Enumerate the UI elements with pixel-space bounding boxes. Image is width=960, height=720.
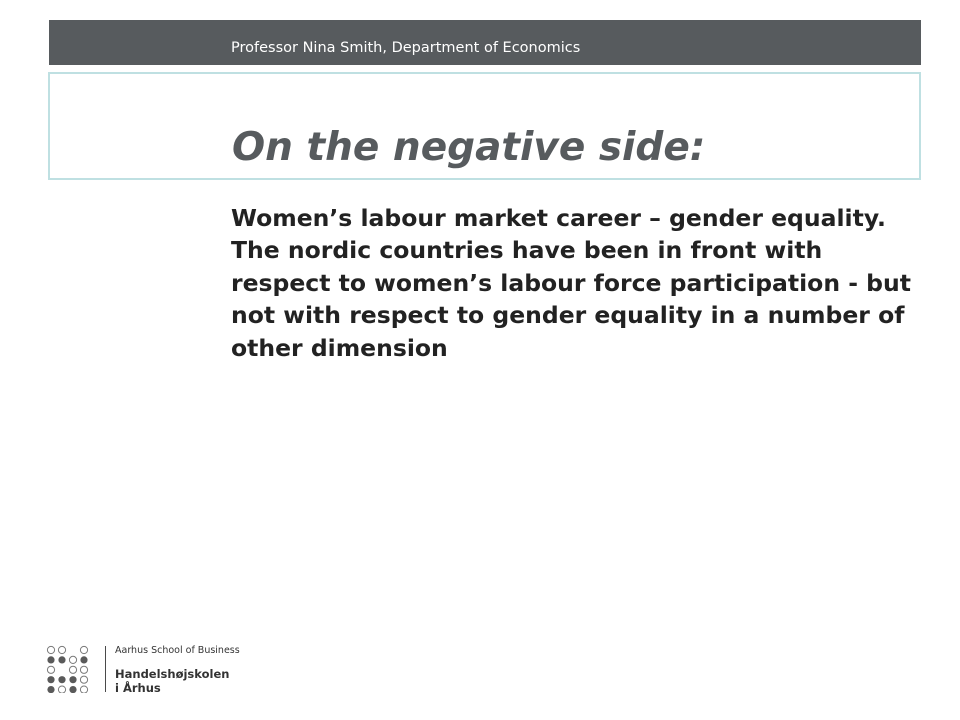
institution-name-da-line1: Handelshøjskolen bbox=[115, 667, 230, 681]
dot-grid-logo-icon bbox=[46, 645, 98, 693]
slide-title: On the negative side: bbox=[232, 125, 706, 170]
institution-name-da-line2: i Århus bbox=[115, 681, 161, 695]
author-line: Professor Nina Smith, Department of Economics bbox=[231, 40, 581, 56]
slide-body-text: Women’s labour market career – gender equality. The nordic countries have been in front with respect to women’s labour force participation - but not with respect to gender equality in a number of other dimension bbox=[231, 204, 911, 362]
logo-divider bbox=[105, 646, 106, 692]
header-bar bbox=[49, 20, 921, 65]
institution-name-en: Aarhus School of Business bbox=[115, 645, 240, 656]
title-box bbox=[48, 72, 921, 180]
